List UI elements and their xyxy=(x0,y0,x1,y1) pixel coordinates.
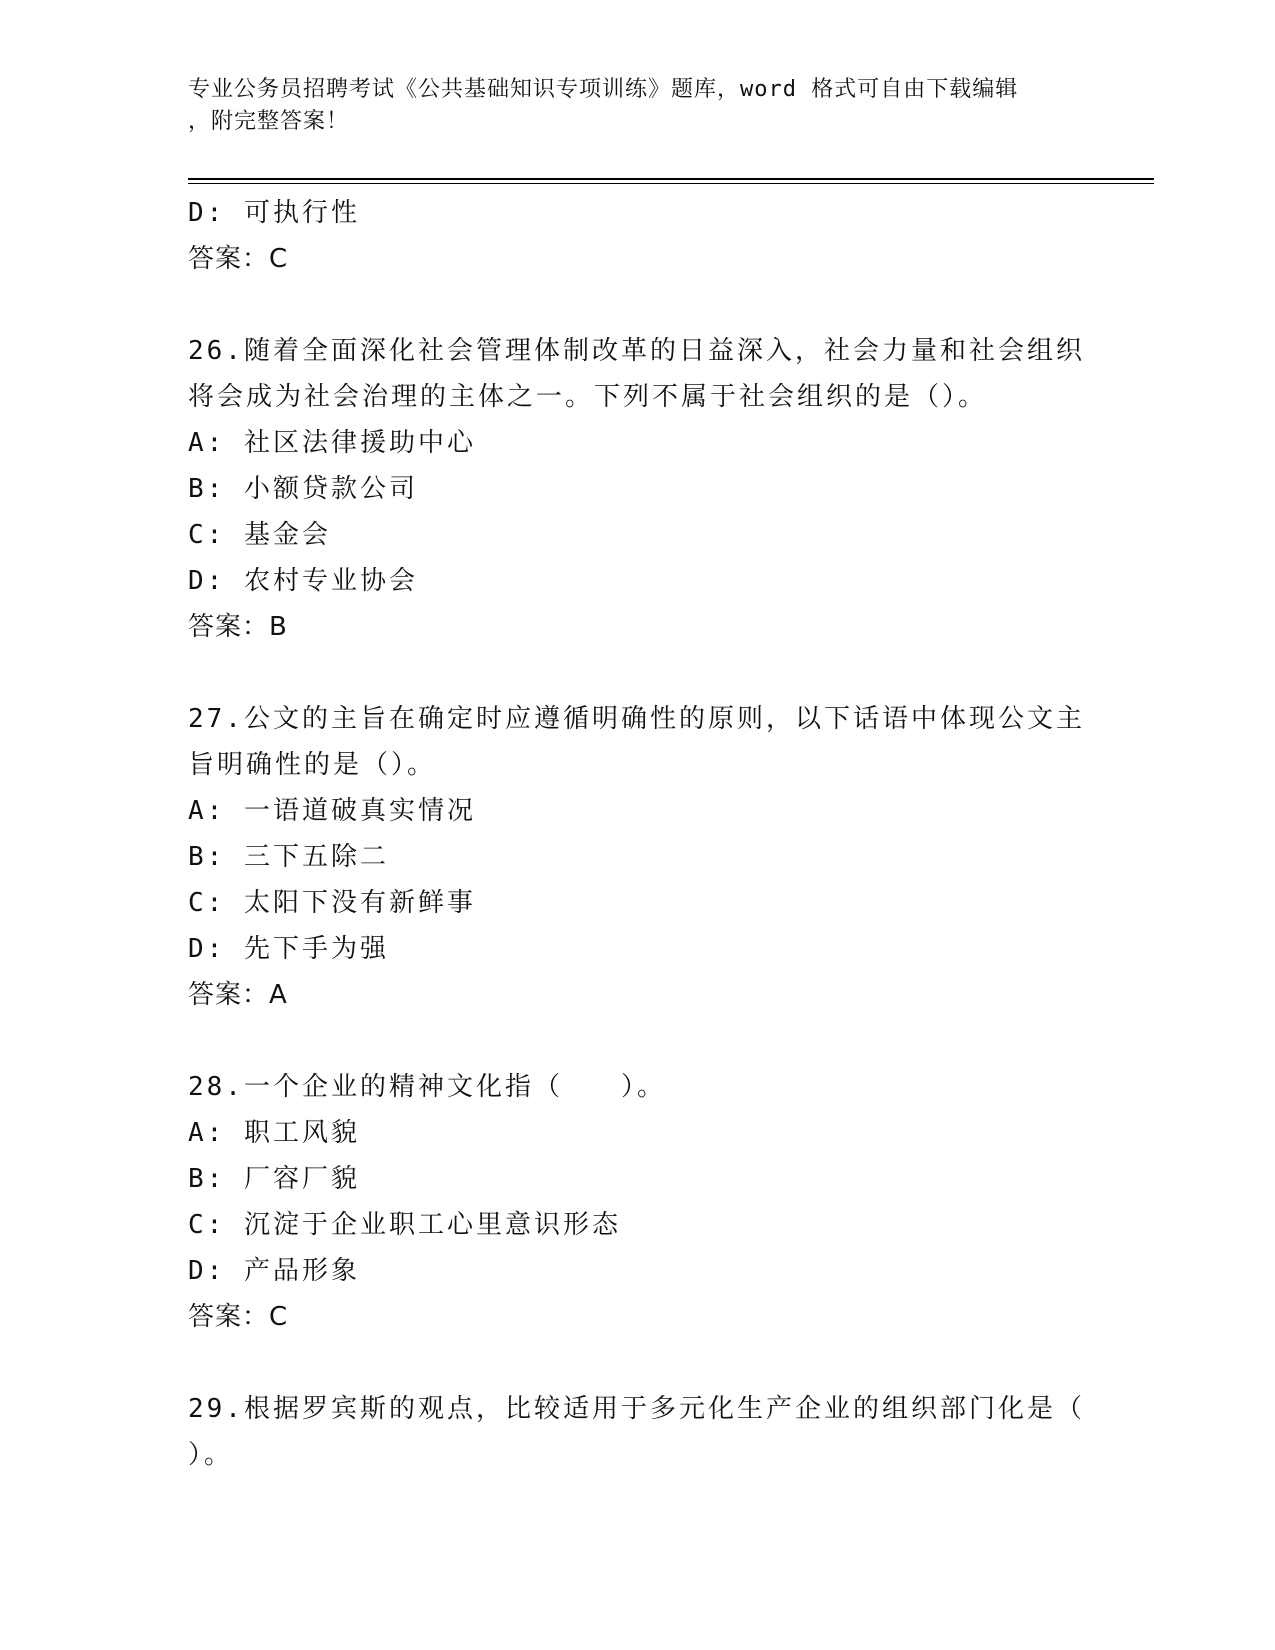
option-b: B: 厂容厂貌 xyxy=(188,1164,360,1194)
option-a: A: 一语道破真实情况 xyxy=(188,796,476,826)
header-line-1: 专业公务员招聘考试《公共基础知识专项训练》题库，word 格式可自由下载编辑 xyxy=(188,77,1019,102)
question-text-line-1: 29.根据罗宾斯的观点，比较适用于多元化生产企业的组织部门化是（ xyxy=(188,1394,1085,1424)
answer: 答案：A xyxy=(188,980,288,1010)
option-d: D: 农村专业协会 xyxy=(188,566,418,596)
option-d: D: 先下手为强 xyxy=(188,934,389,964)
document-body xyxy=(188,190,1088,1478)
question-text-line-1: 28.一个企业的精神文化指（ ）。 xyxy=(188,1072,666,1102)
option-c: C: 太阳下没有新鲜事 xyxy=(188,888,476,918)
question-text-line-1: 27.公文的主旨在确定时应遵循明确性的原则，以下话语中体现公文主 xyxy=(188,704,1085,734)
question-text-line-2: ）。 xyxy=(188,1440,234,1470)
question-text-line-2: 旨明确性的是（）。 xyxy=(188,750,437,780)
prev-option-d: D: 可执行性 xyxy=(188,198,360,228)
header-divider-thin xyxy=(188,183,1154,184)
option-b: B: 三下五除二 xyxy=(188,842,389,872)
document-header xyxy=(188,74,1068,138)
header-line-2: ，附完整答案！ xyxy=(188,109,350,134)
question-text-line-2: 将会成为社会治理的主体之一。下列不属于社会组织的是（）。 xyxy=(188,382,988,412)
option-c: C: 沉淀于企业职工心里意识形态 xyxy=(188,1210,621,1240)
option-c: C: 基金会 xyxy=(188,520,331,550)
answer: 答案：B xyxy=(188,612,288,642)
prev-answer: 答案：C xyxy=(188,244,289,274)
option-b: B: 小额贷款公司 xyxy=(188,474,418,504)
question-text-line-1: 26.随着全面深化社会管理体制改革的日益深入，社会力量和社会组织 xyxy=(188,336,1085,366)
question-28 xyxy=(188,1064,1088,1340)
question-26 xyxy=(188,328,1088,650)
question-29 xyxy=(188,1386,1088,1478)
answer: 答案：C xyxy=(188,1302,289,1332)
question-27 xyxy=(188,696,1088,1018)
option-a: A: 社区法律援助中心 xyxy=(188,428,476,458)
header-divider-thick xyxy=(188,178,1154,180)
option-a: A: 职工风貌 xyxy=(188,1118,360,1148)
option-d: D: 产品形象 xyxy=(188,1256,360,1286)
